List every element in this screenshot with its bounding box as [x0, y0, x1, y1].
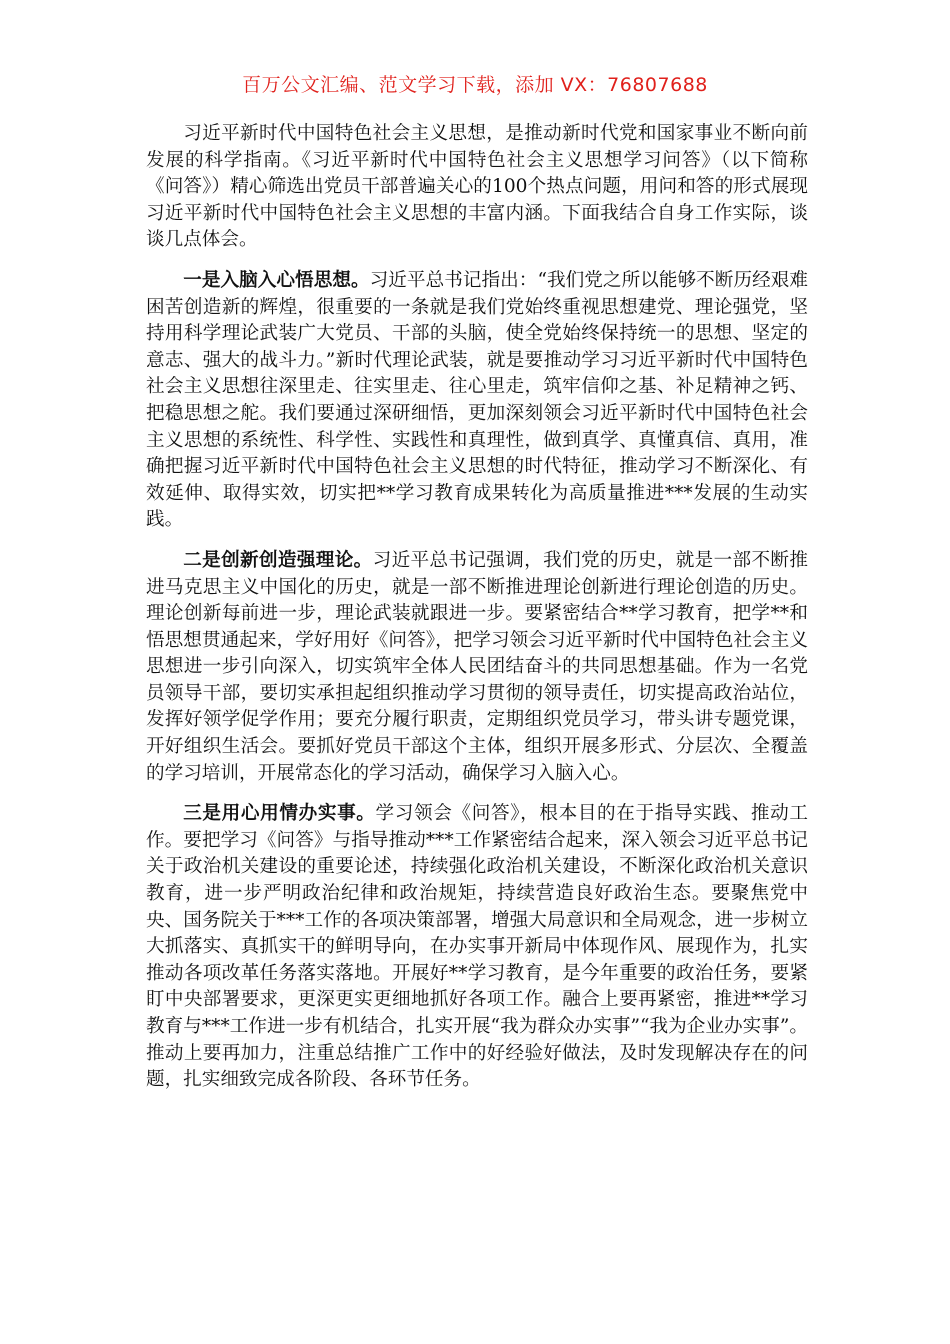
paragraph-text: 习近平总书记指出：“我们党之所以能够不断历经艰难困苦创造新的辉煌，很重要的一条就是我们党始终重视思想建党、理论强党，坚持用科学理论武装广大党员、干部的头脑，使全党始终保持统一的思想、坚定的意志、强大的战斗力。”新时代理论武装，就是要推动学习习近平新时代中国特色社会主义思想往深里走、往实里走、往心里走，筑牢信仰之基、补足精神之钙、把稳思想之舵。我们要通过深研细悟，更加深刻领会习近平新时代中国特色社会主义思想的系统性、科学性、实践性和真理性，做到真学、真懂真信、真用，准确把握习近平新时代中国特色社会主义思想的时代特征，推动学习不断深化、有效延伸、取得实效，切实把**学习教育成果转化为高质量推进***发展的生动实践。 — [146, 269, 808, 531]
paragraph-lead: 一是入脑入心悟思想。 — [183, 269, 370, 291]
paragraph-lead: 二是创新创造强理论。 — [183, 549, 373, 571]
paragraph-text: 习近平新时代中国特色社会主义思想，是推动新时代党和国家事业不断向前发展的科学指南。《习近平新时代中国特色社会主义思想学习问答》（以下简称《问答》）精心筛选出党员干部普遍关心的100个热点问题，用问和答的形式展现习近平新时代中国特色社会主义思想的丰富内涵。下面我结合自身工作实际，谈谈几点体会。 — [146, 123, 808, 251]
paragraph-point-2 — [146, 548, 808, 787]
paragraph-text: 习近平总书记强调，我们党的历史，就是一部不断推进马克思主义中国化的历史，就是一部不断推进理论创新进行理论创造的历史。理论创新每前进一步，理论武装就跟进一步。要紧密结合**学习教育，把学**和悟思想贯通起来，学好用好《问答》，把学习领会习近平新时代中国特色社会主义思想进一步引向深入，切实筑牢全体人民团结奋斗的共同思想基础。作为一名党员领导干部，要切实承担起组织推动学习贯彻的领导责任，切实提高政治站位，发挥好领学促学作用；要充分履行职责，定期组织党员学习，带头讲专题党课，开好组织生活会。要抓好党员干部这个主体，组织开展多形式、分层次、全覆盖的学习培训，开展常态化的学习活动，确保学习入脑入心。 — [146, 549, 808, 784]
document-body — [146, 121, 808, 1108]
paragraph-lead: 三是用心用情办实事。 — [183, 803, 376, 825]
header-banner: 百万公文汇编、范文学习下载，添加 VX：76807688 — [242, 74, 708, 96]
paragraph-point-1 — [146, 268, 808, 534]
paragraph-text: 学习领会《问答》，根本目的在于指导实践、推动工作。要把学习《问答》与指导推动***工作紧密结合起来，深入领会习近平总书记关于政治机关建设的重要论述，持续强化政治机关建设，不断深化政治机关意识教育，进一步严明政治纪律和政治规矩，持续营造良好政治生态。要聚焦党中央、国务院关于***工作的各项决策部署，增强大局意识和全局观念，进一步树立大抓落实、真抓实干的鲜明导向，在办实事开新局中体现作风、展现作为，扎实推动各项改革任务落实落地。开展好**学习教育，是今年重要的政治任务，要紧盯中央部署要求，更深更实更细地抓好各项工作。融合上要再紧密，推进**学习教育与***工作进一步有机结合，扎实开展“我为群众办实事”“我为企业办实事”。推动上要再加力，注重总结推广工作中的好经验好做法，及时发现解决存在的问题，扎实细致完成各阶段、各环节任务。 — [146, 803, 808, 1091]
paragraph-point-3 — [146, 801, 808, 1094]
paragraph-intro — [146, 121, 808, 254]
